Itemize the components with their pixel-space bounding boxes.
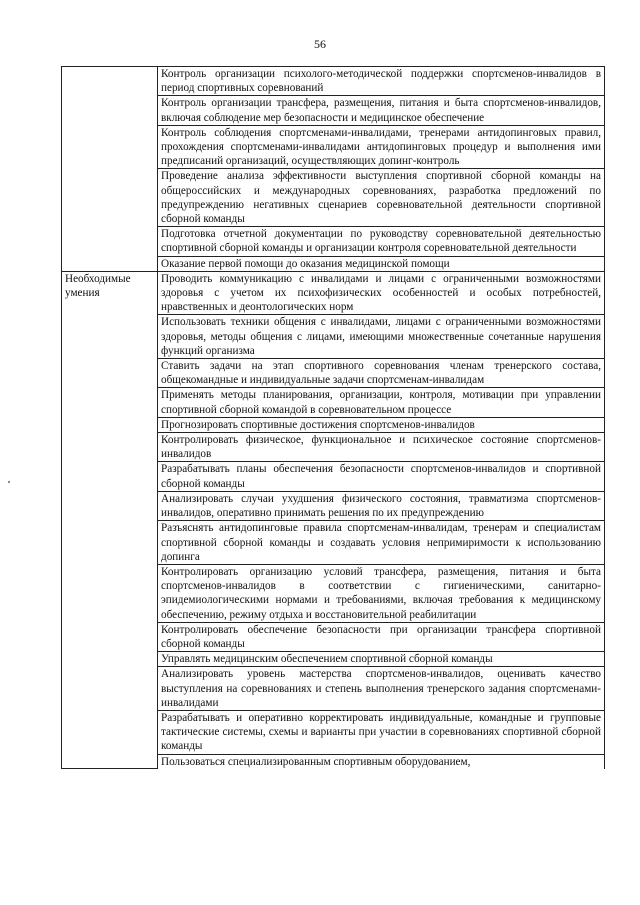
table-cell-text: Подготовка отчетной документации по руководству соревновательной деятельностью спортивной сборной команды и организации контроля соревновательной деятельности (158, 227, 605, 256)
margin-mark (8, 481, 10, 483)
table-cell-text: Анализировать случаи ухудшения физического состояния, травматизма спортсменов-инвалидов, оперативно принимать решения по их предупреждению (158, 491, 605, 520)
table-cell-text: Разрабатывать планы обеспечения безопасности спортсменов-инвалидов и спортивной сборной команды (158, 462, 605, 491)
table-row (62, 67, 605, 96)
table-cell-text: Ставить задачи на этап спортивного соревнования членам тренерского состава, общекомандные и индивидуальные задачи спортсменам-инвалидам (158, 359, 605, 388)
table-cell-text: Контроль организации психолого-методической поддержки спортсменов-инвалидов в период спортивных соревнований (158, 67, 605, 96)
table-cell-text: Использовать техники общения с инвалидами, лицами с ограниченными возможностями здоровья, методы общения с лицами, имеющими множественные сочетанные нарушения функций организма (158, 315, 605, 359)
table-cell-text: Анализировать уровень мастерства спортсменов-инвалидов, оценивать качество выступления на соревнованиях и степень выполнения тренерского задания спортсменами-инвалидами (158, 667, 605, 711)
table-cell-text: Прогнозировать спортивные достижения спортсменов-инвалидов (158, 417, 605, 432)
table-body (62, 67, 605, 769)
table-cell-text: Контролировать организацию условий трансфера, размещения, питания и быта спортсменов-инвалидов в соответствии с гигиеническими, санитарно-эпидемиологическими нормами и требованиями, включая требования к медицинскому обеспечению, режиму отдыха и восстановительной реабилитации (158, 564, 605, 622)
table-cell-text: Оказание первой помощи до оказания медицинской помощи (158, 256, 605, 271)
table-cell-text: Контроль организации трансфера, размещения, питания и быта спортсменов-инвалидов, включая соблюдение мер безопасности и медицинское обеспечение (158, 96, 605, 125)
table-cell-text: Пользоваться специализированным спортивным оборудованием, (158, 754, 605, 769)
table-cell-text: Проведение анализа эффективности выступления спортивной сборной команды на общероссийских и международных соревнованиях, разработка предложений по предупреждению негативных сценариев соревновательной деятельности спортивной сборной команды (158, 169, 605, 227)
table-cell-text: Управлять медицинским обеспечением спортивной сборной команды (158, 652, 605, 667)
table-cell-text: Проводить коммуникацию с инвалидами и лицами с ограниченными возможностями здоровья с учетом их психофизических особенностей и особых потребностей, нравственных и деонтологических норм (158, 271, 605, 315)
table-cell-text: Разъяснять антидопинговые правила спортсменам-инвалидам, тренерам и специалистам спортивной сборной команды и создавать условия непримиримости к использованию допинга (158, 521, 605, 565)
page-number: 56 (314, 37, 326, 51)
section-label: Необходимые умения (62, 271, 158, 768)
table-row (62, 271, 605, 315)
section-label (62, 67, 158, 272)
table-cell-text: Применять методы планирования, организации, контроля, мотивации при управлении спортивной сборной командой в соревновательном процессе (158, 388, 605, 417)
table-cell-text: Контролировать физическое, функциональное и психическое состояние спортсменов-инвалидов (158, 433, 605, 462)
table-cell-text: Контроль соблюдения спортсменами-инвалидами, тренерами антидопинговых правил, прохождения спортсменами-инвалидами антидопинговых процедур и выполнения ими предписаний организаций, осуществляющих допинг-контроль (158, 125, 605, 169)
competency-table (61, 66, 605, 769)
table-cell-text: Разрабатывать и оперативно корректировать индивидуальные, командные и групповые тактические системы, схемы и варианты при участии в соревнованиях спортивной сборной команды (158, 710, 605, 754)
table-cell-text: Контролировать обеспечение безопасности при организации трансфера спортивной сборной команды (158, 622, 605, 651)
